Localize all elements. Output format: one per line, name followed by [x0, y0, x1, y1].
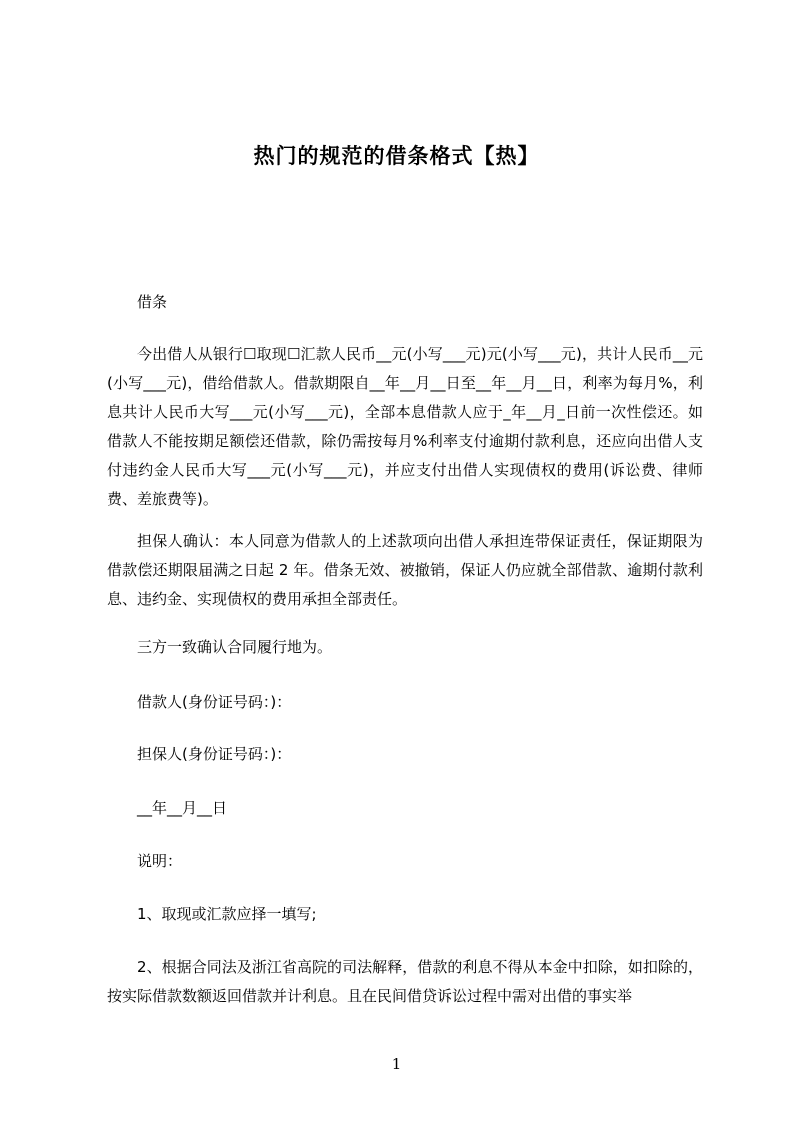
section-heading: 借条	[137, 293, 168, 311]
notes-heading: 说明：	[137, 852, 183, 870]
paragraph-guarantor: 担保人确认：本人同意为借款人的上述款项向出借人承担连带保证责任，保证期限为借款偿还期限届满之日起 2 年。借条无效、被撤销，保证人仍应就全部借款、逾期付款利息、违约金、实现债权的费用承担全部责任。	[107, 532, 703, 608]
note-item-2: 2、根据合同法及浙江省高院的司法解释，借款的利息不得从本金中扣除，如扣除的，按实际借款数额返回借款并计利息。且在民间借贷诉讼过程中需对出借的事实举	[107, 958, 703, 1005]
line-place-of-performance: 三方一致确认合同履行地为。	[137, 638, 333, 656]
line-borrower: 借款人(身份证号码：)：	[137, 693, 292, 711]
page-number: 1	[391, 1055, 402, 1073]
line-guarantor: 担保人(身份证号码：)：	[137, 745, 292, 763]
note-item-1: 1、取现或汇款应择一填写;	[137, 905, 317, 923]
paragraph-loan-terms: 今出借人从银行☐取现☐汇款人民币__元(小写___元)元(小写___元)，共计人民币__元(小写___元)，借给借款人。借款期限自__年__月__日至__年__月__日，利率为每月%，利息共计人民币大写___元(小写___元)，全部本息借款人应于_年__月_日前一次性偿还。如借款人不能按期足额偿还借款，除仍需按每月%利率支付逾期付款利息，还应向出借人支付违约金人民币大写___元(小写___元)，并应支付出借人实现债权的费用(诉讼费、律师费、差旅费等)。	[107, 345, 703, 508]
line-date: __年__月__日	[137, 799, 228, 817]
page-title: 热门的规范的借条格式【热】	[253, 144, 540, 168]
